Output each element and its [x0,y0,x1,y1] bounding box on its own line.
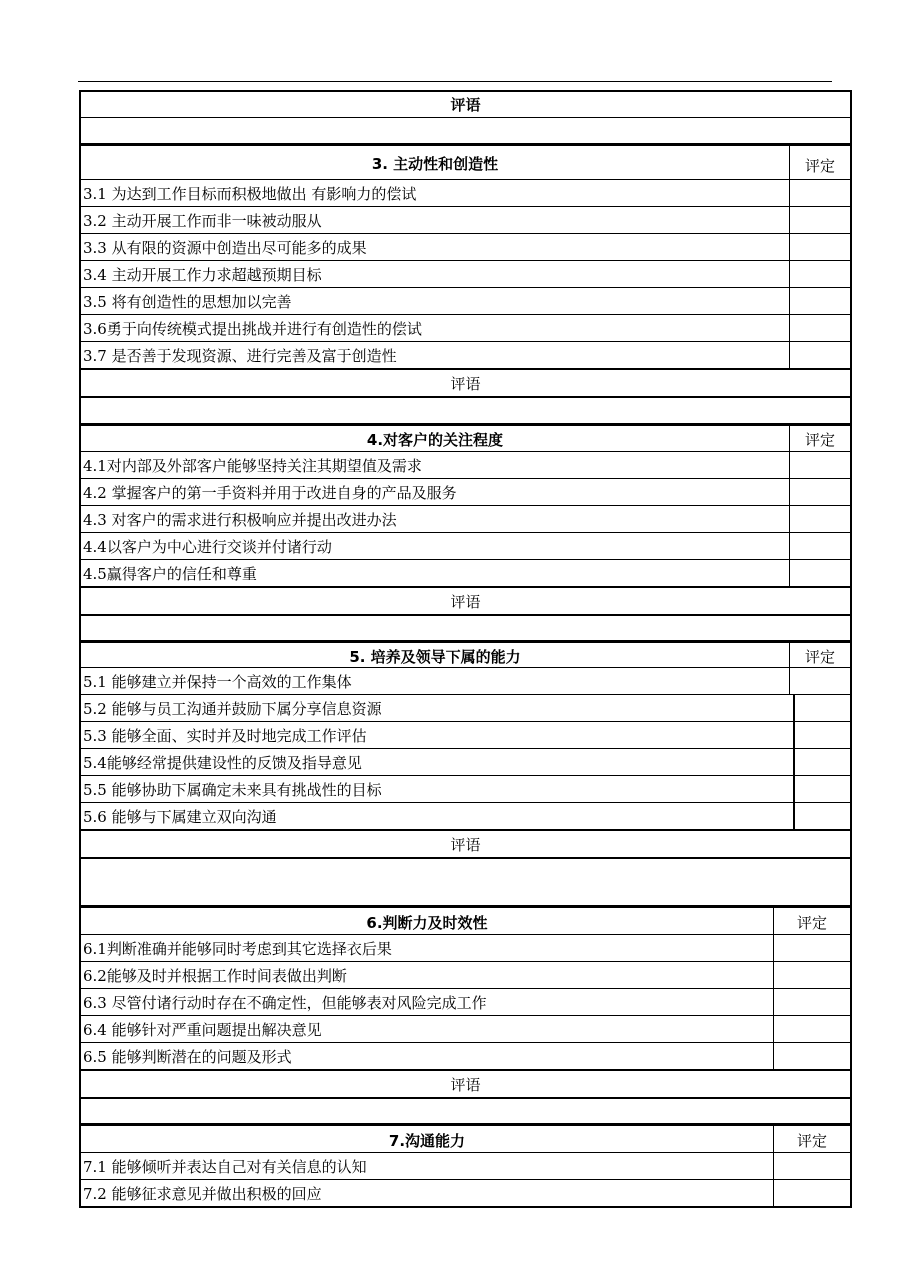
rating-cell[interactable] [774,989,850,1015]
item-text: 5.3 能够全面、实时并及时地完成工作评估 [81,722,795,748]
rating-cell[interactable] [795,722,850,748]
list-item [81,988,850,1015]
rating-cell[interactable] [790,479,850,505]
list-item [81,505,850,532]
rating-cell[interactable] [774,962,850,988]
list-item [81,179,850,206]
rating-header: 评定 [804,157,835,175]
section-title: 3. 主动性和创造性 [81,146,790,179]
list-item [81,721,850,748]
section-header [81,906,850,934]
rating-cell[interactable] [795,776,850,802]
item-text: 4.4以客户为中心进行交谈并付诸行动 [81,533,790,559]
item-text: 4.3 对客户的需求进行积极响应并提出改进办法 [81,506,790,532]
list-item [81,1042,850,1069]
list-item [81,1015,850,1042]
rating-cell[interactable] [795,749,850,775]
item-text: 4.1对内部及外部客户能够坚持关注其期望值及需求 [81,452,790,478]
rating-cell[interactable] [790,668,850,694]
rating-cell[interactable] [790,342,850,368]
rating-cell[interactable] [790,452,850,478]
list-item [81,961,850,988]
item-text: 5.2 能够与员工沟通并鼓励下属分享信息资源 [81,695,795,721]
comment-row [81,586,850,614]
rating-cell[interactable] [795,695,850,721]
item-text: 7.2 能够征求意见并做出积极的回应 [81,1180,774,1206]
comment-label: 评语 [450,835,481,854]
item-text: 3.5 将有创造性的思想加以完善 [81,288,790,314]
comment-input-row[interactable] [81,396,850,423]
item-text: 5.5 能够协助下属确定未来具有挑战性的目标 [81,776,795,802]
list-item [81,206,850,233]
comment-label: 评语 [450,592,481,611]
rating-cell[interactable] [790,288,850,314]
item-text: 4.5赢得客户的信任和尊重 [81,560,790,586]
item-text: 6.5 能够判断潜在的问题及形式 [81,1043,774,1069]
comment-input-row[interactable] [81,1097,850,1123]
item-text: 7.1 能够倾听并表达自己对有关信息的认知 [81,1153,774,1179]
section-header [81,144,850,179]
comment-row [81,1069,850,1097]
list-item [81,559,850,586]
section-title: 5. 培养及领导下属的能力 [81,643,790,667]
rating-cell[interactable] [795,803,850,829]
item-text: 5.1 能够建立并保持一个高效的工作集体 [81,668,790,694]
rating-cell[interactable] [790,234,850,260]
comment-row [81,368,850,396]
rating-header: 评定 [804,431,835,449]
list-item [81,667,850,694]
item-text: 3.7 是否善于发现资源、进行完善及富于创造性 [81,342,790,368]
list-item [81,694,850,721]
comment-label: 评语 [450,1075,481,1094]
comment-row [81,829,850,857]
comment-input-row[interactable] [81,857,850,905]
section-title: 6.判断力及时效性 [81,908,774,934]
item-text: 5.6 能够与下属建立双向沟通 [81,803,795,829]
comment-row [79,90,852,118]
rating-header: 评定 [796,1131,827,1150]
list-item [81,341,850,368]
list-item [81,802,850,829]
list-item [81,934,850,961]
list-item [81,260,850,287]
section-header [81,641,850,667]
item-text: 6.1判断准确并能够同时考虑到其它选择衣后果 [81,935,774,961]
list-item [81,1152,850,1179]
section-title: 7.沟通能力 [81,1126,774,1152]
rating-cell[interactable] [790,506,850,532]
comment-label: 评语 [450,374,481,393]
section-5 [79,641,852,906]
item-text: 5.4能够经常提供建设性的反馈及指导意见 [81,749,795,775]
section-7 [79,1124,852,1208]
section-4 [79,424,852,641]
item-text: 3.3 从有限的资源中创造出尽可能多的成果 [81,234,790,260]
section-title: 4.对客户的关注程度 [81,426,790,451]
rating-cell[interactable] [790,533,850,559]
list-item [81,451,850,478]
comment-input-row[interactable] [79,118,852,144]
rating-header: 评定 [804,647,835,666]
rating-header: 评定 [796,913,827,932]
list-item [81,233,850,260]
comment-label: 评语 [450,96,481,114]
item-text: 4.2 掌握客户的第一手资料并用于改进自身的产品及服务 [81,479,790,505]
section-header [81,1124,850,1152]
list-item [81,478,850,505]
comment-input-row[interactable] [81,614,850,640]
list-item [81,314,850,341]
item-text: 3.2 主动开展工作而非一味被动服从 [81,207,790,233]
rating-cell[interactable] [774,1153,850,1179]
section-3 [79,144,852,424]
item-text: 6.2能够及时并根据工作时间表做出判断 [81,962,774,988]
rating-cell[interactable] [790,261,850,287]
rating-cell[interactable] [790,315,850,341]
rating-cell[interactable] [774,1043,850,1069]
evaluation-form [79,90,852,1208]
list-item [81,287,850,314]
rating-cell[interactable] [790,207,850,233]
item-text: 6.4 能够针对严重问题提出解决意见 [81,1016,774,1042]
item-text: 6.3 尽管付诸行动时存在不确定性，但能够表对风险完成工作 [81,989,774,1015]
item-text: 3.1 为达到工作目标而积极地做出 有影响力的偿试 [81,180,790,206]
rating-cell[interactable] [790,560,850,586]
rating-cell[interactable] [774,1180,850,1206]
rating-cell[interactable] [774,1016,850,1042]
list-item [81,775,850,802]
item-text: 3.4 主动开展工作力求超越预期目标 [81,261,790,287]
section-header [81,424,850,451]
list-item [81,748,850,775]
list-item [81,532,850,559]
section-6 [79,906,852,1124]
rating-cell[interactable] [774,935,850,961]
item-text: 3.6勇于向传统模式提出挑战并进行有创造性的偿试 [81,315,790,341]
top-rule [78,81,832,82]
list-item [81,1179,850,1206]
rating-cell[interactable] [790,180,850,206]
